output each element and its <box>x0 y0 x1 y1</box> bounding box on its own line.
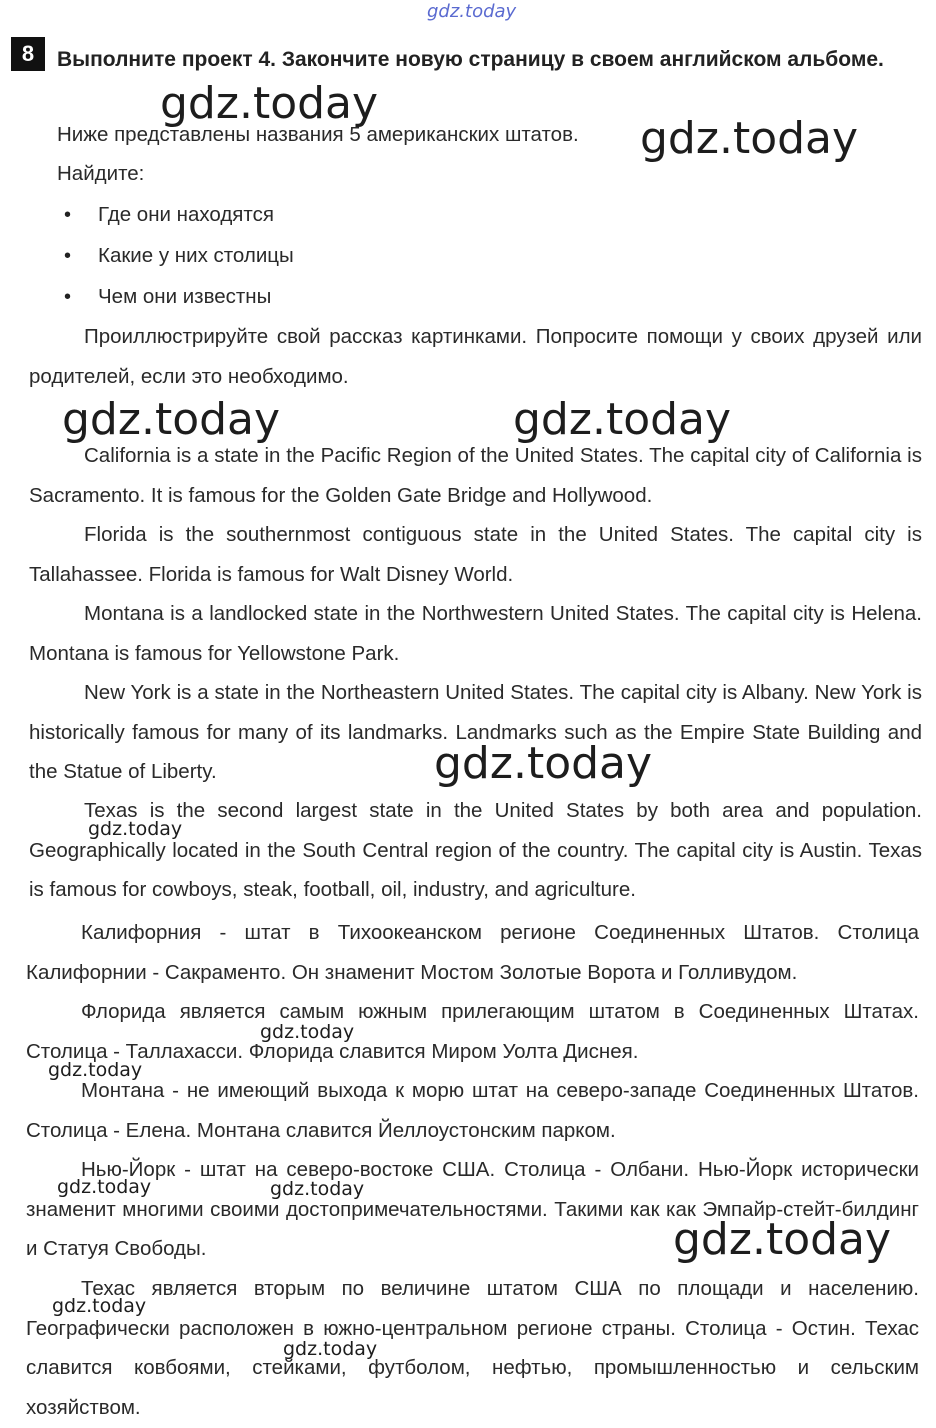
task-number-badge: 8 <box>11 37 45 71</box>
russian-paragraph-texas: Техас является вторым по величине штатом США по площади и населению. Географически расположен в южно-центральном регионе страны. Столица - Остин. Техас славится ковбоями, стейками, футболом, нефтью, промышленностью и сельским хозяйством. <box>26 1277 919 1419</box>
bullet-icon: • <box>64 245 72 267</box>
russian-paragraph-california: Калифорния - штат в Тихоокеанском регионе Соединенных Штатов. Столица Калифорнии - Сакраменто. Он знаменит Мостом Золотые Ворота и Голливудом. <box>26 921 919 984</box>
english-paragraph-montana: Montana is a landlocked state in the Northwestern United States. The capital city is Helena. Montana is famous for Yellowstone Park. <box>29 602 922 665</box>
watermark-text: gdz.today <box>160 78 379 129</box>
watermark-text: gdz.today <box>434 738 653 789</box>
english-paragraph-new-york: New York is a state in the Northeastern United States. The capital city is Albany. New York is historically famous for many of its landmarks. Landmarks such as the Empire State Building and the Statue of Liberty. <box>29 681 922 783</box>
english-paragraph-florida: Florida is the southernmost contiguous state in the United States. The capital city is Tallahassee. Florida is famous for Walt Disney World. <box>29 523 922 586</box>
intro-text: Ниже представлены названия 5 американских штатов. <box>57 123 579 146</box>
russian-paragraph-montana: Монтана - не имеющий выхода к морю штат на северо-западе Соединенных Штатов. Столица - Елена. Монтана славится Йеллоустонским парком. <box>26 1079 919 1142</box>
find-label: Найдите: <box>57 162 145 185</box>
russian-paragraph-new-york: Нью-Йорк - штат на северо-востоке США. Столица - Олбани. Нью-Йорк исторически знаменит многими своими достопримечательностями. Такими как как Эмпайр-стейт-билдинг и Статуя Свободы. <box>26 1158 919 1260</box>
illustrate-instruction: Проиллюстрируйте свой рассказ картинками. Попросите помощи у своих друзей или родителей, если это необходимо. <box>29 325 922 388</box>
bullet-item: Чем они известны <box>98 285 272 308</box>
watermark-text: gdz.today <box>513 394 732 445</box>
watermark-text: gdz.today <box>427 1 517 22</box>
watermark-text: gdz.today <box>48 1059 143 1081</box>
english-paragraph-california: California is a state in the Pacific Region of the United States. The capital city of California is Sacramento. It is famous for the Golden Gate Bridge and Hollywood. <box>29 444 922 507</box>
bullet-icon: • <box>64 204 72 226</box>
watermark-text: gdz.today <box>270 1178 365 1200</box>
bullet-item: Какие у них столицы <box>98 244 294 267</box>
watermark-text: gdz.today <box>57 1176 152 1198</box>
watermark-text: gdz.today <box>640 113 859 164</box>
watermark-text: gdz.today <box>88 818 183 840</box>
watermark-text: gdz.today <box>260 1021 355 1043</box>
russian-paragraph-florida: Флорида является самым южным прилегающим штатом в Соединенных Штатах. Столица - Таллахасси. Флорида славится Миром Уолта Диснея. <box>26 1000 919 1063</box>
watermark-text: gdz.today <box>283 1338 378 1360</box>
watermark-text: gdz.today <box>52 1295 147 1317</box>
watermark-text: gdz.today <box>673 1214 892 1265</box>
bullet-item: Где они находятся <box>98 203 274 226</box>
watermark-text: gdz.today <box>62 394 281 445</box>
bullet-icon: • <box>64 286 72 308</box>
task-title: Выполните проект 4. Закончите новую страницу в своем английском альбоме. <box>57 48 884 71</box>
english-paragraph-texas: Texas is the second largest state in the United States by both area and population. Geographically located in the South Central region of the country. The capital city is Austin. Texas is famous for cowboys, steak, football, oil, industry, and agriculture. <box>29 799 922 901</box>
